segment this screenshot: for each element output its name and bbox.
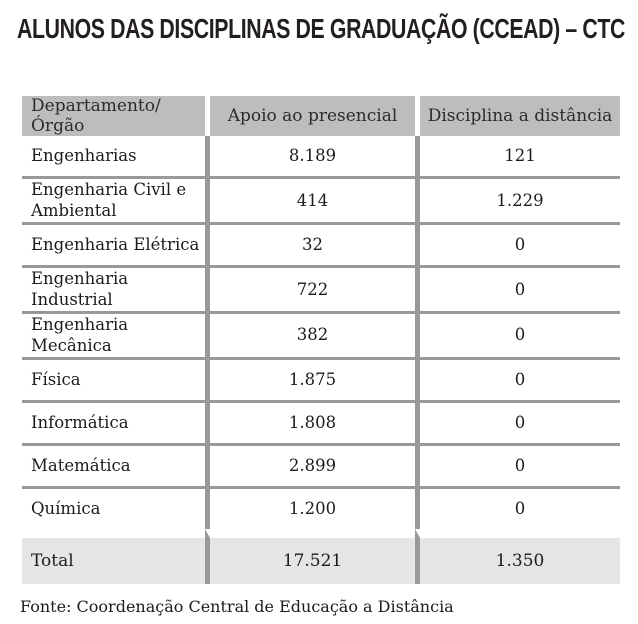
header-row	[22, 96, 620, 136]
department-cell: Química	[22, 489, 205, 529]
table-body	[22, 136, 620, 529]
disciplina-distancia-cell: 1.229	[415, 179, 620, 225]
table-row	[22, 360, 620, 403]
disciplina-distancia-cell: 0	[415, 268, 620, 314]
disciplina-distancia-cell: 0	[415, 403, 620, 446]
column-header-apoio-presencial: Apoio ao presencial	[205, 96, 415, 136]
apoio-presencial-cell: 8.189	[205, 136, 415, 179]
table-header	[22, 96, 620, 136]
department-cell: Engenharias	[22, 136, 205, 179]
table-row	[22, 446, 620, 489]
table-row	[22, 225, 620, 268]
apoio-presencial-cell: 1.200	[205, 489, 415, 529]
disciplina-distancia-cell: 0	[415, 360, 620, 403]
total-disciplina-distancia: 1.350	[415, 529, 620, 584]
department-cell: Engenharia Mecânica	[22, 314, 205, 360]
department-cell: Engenharia Industrial	[22, 268, 205, 314]
column-header-departamento: Departamento/Órgão	[22, 96, 205, 136]
apoio-presencial-cell: 414	[205, 179, 415, 225]
department-cell: Informática	[22, 403, 205, 446]
table-row	[22, 403, 620, 446]
disciplina-distancia-cell: 0	[415, 446, 620, 489]
apoio-presencial-cell: 1.875	[205, 360, 415, 403]
disciplina-distancia-cell: 0	[415, 314, 620, 360]
page-title: ALUNOS DAS DISCIPLINAS DE GRADUAÇÃO (CCEAD) – CTC	[17, 13, 625, 44]
table-row	[22, 314, 620, 360]
table-row	[22, 268, 620, 314]
disciplina-distancia-cell: 0	[415, 225, 620, 268]
department-cell: Engenharia Elétrica	[22, 225, 205, 268]
apoio-presencial-cell: 1.808	[205, 403, 415, 446]
department-cell: Matemática	[22, 446, 205, 489]
apoio-presencial-cell: 382	[205, 314, 415, 360]
total-label: Total	[22, 529, 205, 584]
disciplina-distancia-cell: 0	[415, 489, 620, 529]
apoio-presencial-cell: 722	[205, 268, 415, 314]
table-row	[22, 136, 620, 179]
source-note: Fonte: Coordenação Central de Educação a Distância	[20, 597, 454, 616]
total-apoio-presencial: 17.521	[205, 529, 415, 584]
table-row	[22, 179, 620, 225]
students-table	[22, 96, 620, 584]
table-row	[22, 489, 620, 529]
column-header-disciplina-distancia: Disciplina a distância	[415, 96, 620, 136]
apoio-presencial-cell: 32	[205, 225, 415, 268]
department-cell: Física	[22, 360, 205, 403]
disciplina-distancia-cell: 121	[415, 136, 620, 179]
department-cell: Engenharia Civil e Ambiental	[22, 179, 205, 225]
table-total-section	[22, 529, 620, 584]
total-row	[22, 529, 620, 584]
apoio-presencial-cell: 2.899	[205, 446, 415, 489]
